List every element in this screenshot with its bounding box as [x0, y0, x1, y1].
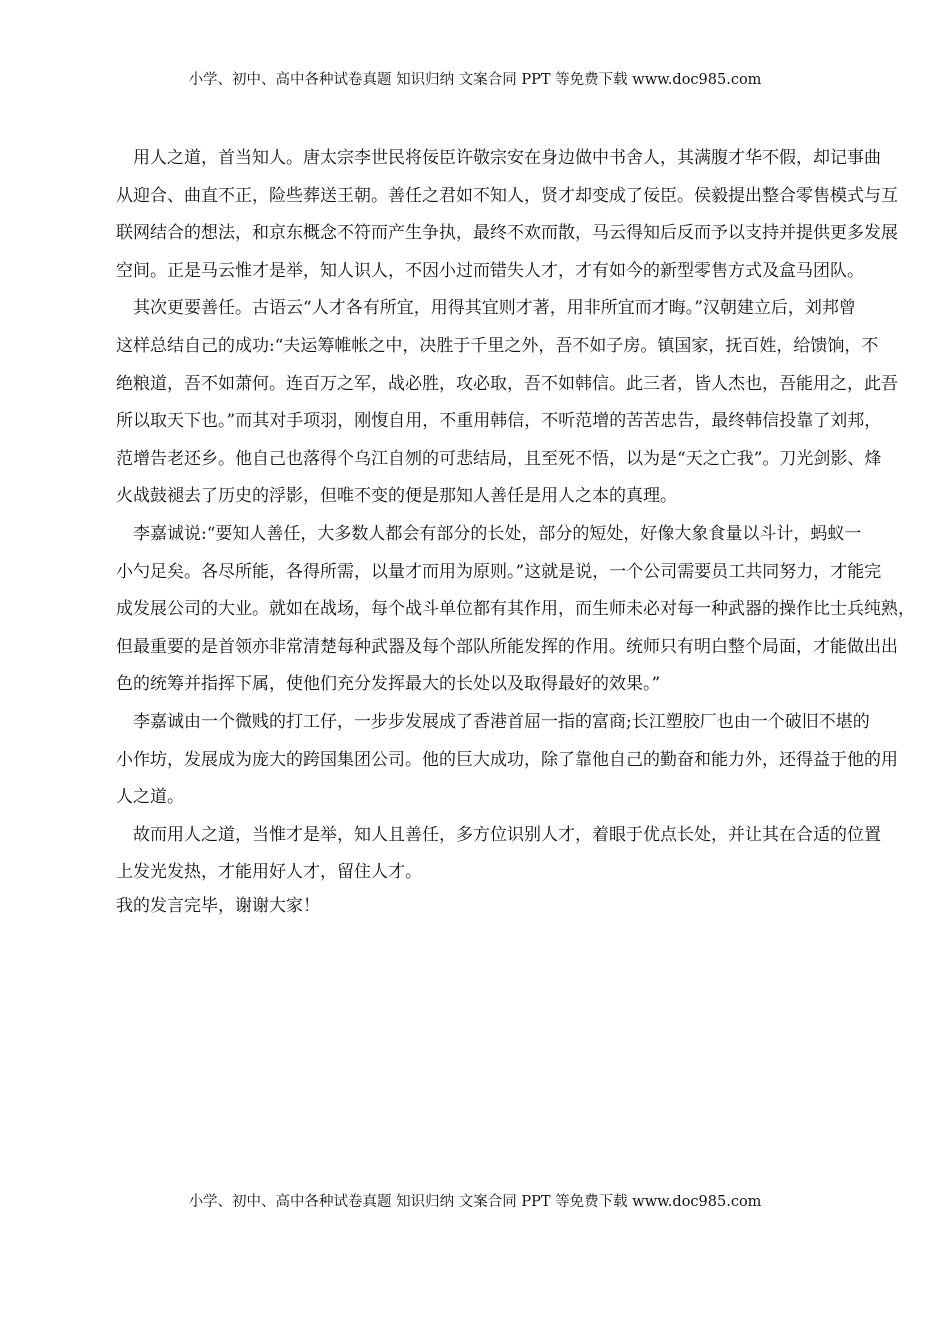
- text-line: 色的统筹并指挥下属，使他们充分发挥最大的长处以及取得最好的效果。”: [116, 674, 661, 695]
- text-line: 上发光发热，才能用好人才，留住人才。: [116, 862, 422, 883]
- text-line: 小作坊，发展成为庞大的跨国集团公司。他的巨大成功，除了靠他自己的勤奋和能力外，还得益于他的用: [116, 749, 898, 770]
- text-line: 所以取天下也。”而其对手项羽，刚愎自用，不重用韩信，不听范增的苦苦忠告，最终韩信投靠了刘邦，: [116, 411, 882, 432]
- text-line: 从迎合、曲直不正，险些葬送王朝。善任之君如不知人，贤才却变成了佞臣。侯毅提出整合零售模式与互: [116, 185, 898, 206]
- page-header: 小学、初中、高中各种试卷真题 知识归纳 文案合同 PPT 等免费下载 www.doc985.com: [188, 72, 762, 88]
- text-line: 联网结合的想法，和京东概念不符而产生争执，最终不欢而散，马云得知后反而予以支持并提供更多发展: [116, 223, 898, 244]
- text-line: 范增告老还乡。他自己也落得个乌江自刎的可悲结局，且至死不悟，以为是“天之亡我”。刀光剑影、烽: [116, 448, 882, 469]
- text-line: 空间。正是马云惟才是举，知人识人，不因小过而错失人才，才有如今的新型零售方式及盒马团队。: [116, 260, 864, 281]
- text-line: 小勺足矣。各尽所能，各得所需，以量才而用为原则。”这就是说，一个公司需要员工共同努力，才能完: [116, 561, 882, 582]
- text-line: 火战鼓褪去了历史的浮影，但唯不变的便是那知人善任是用人之本的真理。: [116, 486, 677, 507]
- text-line: 绝粮道，吾不如萧何。连百万之军，战必胜，攻必取，吾不如韩信。此三者，皆人杰也，吾能用之，此吾: [116, 373, 898, 394]
- text-line: 故而用人之道，当惟才是举，知人且善任，多方位识别人才，着眼于优点长处，并让其在合适的位置: [116, 824, 881, 845]
- page-footer: 小学、初中、高中各种试卷真题 知识归纳 文案合同 PPT 等免费下载 www.doc985.com: [188, 1194, 762, 1210]
- text-line: 我的发言完毕，谢谢大家！: [116, 895, 320, 916]
- text-line: 李嘉诚说:“要知人善任，大多数人都会有部分的长处，部分的短处，好像大象食量以斗计，蚂蚁一: [116, 523, 862, 544]
- text-line: 成发展公司的大业。就如在战场，每个战斗单位都有其作用，而生师未必对每一种武器的操作比士兵纯熟，: [116, 599, 915, 620]
- text-line: 用人之道，首当知人。唐太宗李世民将佞臣许敬宗安在身边做中书舍人，其满腹才华不假，却记事曲: [116, 148, 881, 168]
- text-line: 人之道。: [116, 787, 184, 808]
- document-body: [116, 145, 915, 930]
- text-line: 李嘉诚由一个微贱的打工仔，一步步发展成了香港首屈一指的富商;长江塑胶厂也由一个破旧不堪的: [116, 711, 870, 732]
- text-line: 这样总结自己的成功:“夫运筹帷帐之中，决胜于千里之外，吾不如子房。镇国家，抚百姓，给馈饷，不: [116, 335, 879, 356]
- text-line: 但最重要的是首领亦非常清楚每种武器及每个部队所能发挥的作用。统师只有明白整个局面，才能做出出: [116, 636, 898, 657]
- text-line: 其次更要善任。古语云“人才各有所宜，用得其宜则才著，用非所宜而才晦。”汉朝建立后，刘邦曾: [116, 298, 856, 319]
